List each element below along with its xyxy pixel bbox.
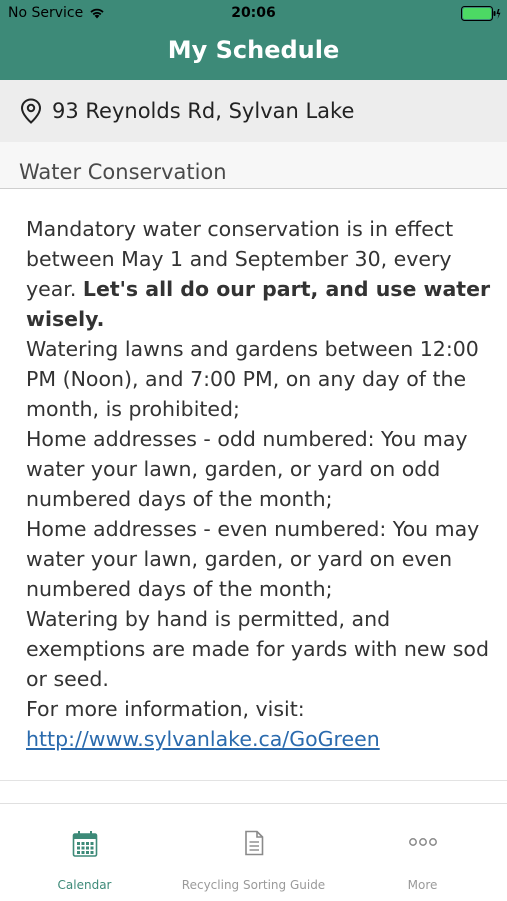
gogreen-link[interactable]: http://www.sylvanlake.ca/GoGreen (26, 727, 380, 751)
tab-bar (0, 803, 507, 901)
carrier-label: No Service (8, 5, 84, 21)
tab-more-label: More (407, 878, 438, 892)
section-header (0, 142, 507, 189)
rule-even-paragraph: Home addresses - even numbered: You may water your lawn, garden, or yard on even numbered days of the month; (26, 517, 480, 601)
location-pin-icon (20, 98, 42, 124)
link-paragraph (26, 724, 492, 754)
status-time: 20:06 (231, 5, 276, 21)
info-content (26, 214, 492, 754)
calendar-icon (0, 830, 169, 858)
tab-calendar[interactable] (0, 804, 169, 901)
more-info-paragraph: For more information, visit: (26, 697, 305, 721)
intro-text: Mandatory water conservation is in effect between May 1 and September 30, every year. (26, 217, 454, 301)
address-label: 93 Reynolds Rd, Sylvan Lake (52, 99, 355, 123)
app-header (0, 0, 507, 80)
battery-icon (461, 6, 501, 22)
status-bar (0, 0, 507, 28)
tab-recycling-guide-label: Recycling Sorting Guide (181, 878, 326, 892)
address-selector[interactable] (0, 80, 507, 142)
page-title: My Schedule (167, 36, 340, 64)
tab-recycling-guide[interactable] (169, 804, 338, 901)
rule-hand-paragraph: Watering by hand is permitted, and exemptions are made for yards with new sod or seed. (26, 607, 489, 691)
intro-bold-text: Let's all do our part, and use water wisely. (26, 277, 491, 331)
more-icon (338, 837, 507, 847)
section-title: Water Conservation (19, 160, 227, 184)
document-icon (169, 830, 338, 856)
tab-more[interactable] (338, 804, 507, 901)
content-divider (0, 780, 507, 781)
intro-paragraph (26, 214, 492, 334)
rule-noon-paragraph: Watering lawns and gardens between 12:00 PM (Noon), and 7:00 PM, on any day of the month, is prohibited; (26, 337, 479, 421)
tab-calendar-label: Calendar (57, 878, 112, 892)
rule-odd-paragraph: Home addresses - odd numbered: You may water your lawn, garden, or yard on odd numbered days of the month; (26, 427, 468, 511)
